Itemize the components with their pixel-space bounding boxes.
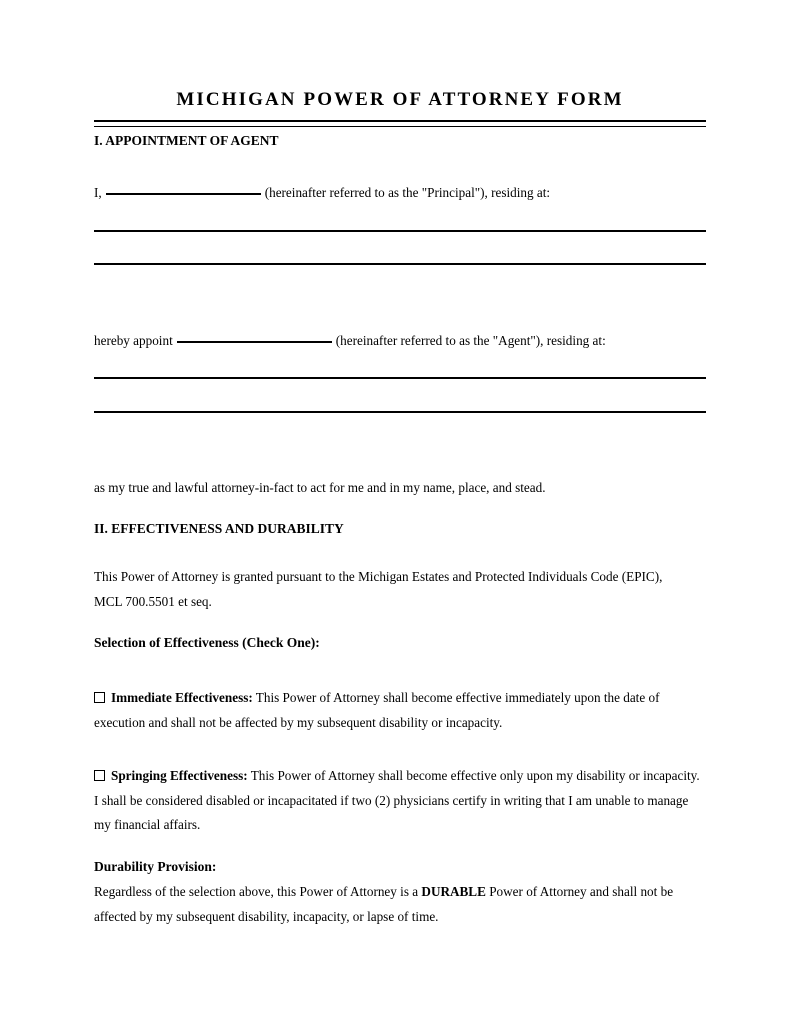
principal-name-blank[interactable] (106, 193, 261, 195)
agent-line-suffix: (hereinafter referred to as the "Agent"), residing at: (335, 333, 606, 348)
address-rule (94, 230, 706, 232)
address-rule (94, 411, 706, 413)
appointment-closing-clause: as my true and lawful attorney-in-fact to act for me and in my name, place, and stead. (94, 480, 546, 495)
agent-address-line-2[interactable] (94, 411, 706, 413)
durability-provision-text (94, 880, 706, 929)
option-springing-effectiveness[interactable] (94, 764, 706, 838)
agent-name-line (94, 329, 706, 354)
durability-text-after: Power of Attorney and shall not be affected by my subsequent disability, incapacity, or lapse of time. (94, 884, 674, 924)
durability-provision-heading: Durability Provision: (94, 859, 217, 874)
agent-line-prefix: hereby appoint (94, 333, 173, 348)
title-divider (94, 120, 706, 127)
address-rule (94, 263, 706, 265)
checkbox-springing-effectiveness[interactable] (94, 770, 105, 781)
durability-text-before: Regardless of the selection above, this Power of Attorney is a (94, 884, 422, 899)
effectiveness-intro-paragraph: This Power of Attorney is granted pursuant to the Michigan Estates and Protected Individuals Code (EPIC), MCL 700.5501 et seq. (94, 569, 663, 609)
option-label-springing: Springing Effectiveness: (111, 768, 248, 783)
page-title: MICHIGAN POWER OF ATTORNEY FORM (176, 89, 624, 110)
agent-name-blank[interactable] (177, 341, 332, 343)
option-text-immediate: This Power of Attorney shall become effective immediately upon the date of execution and shall not be affected by my subsequent disability or incapacity. (94, 690, 660, 730)
principal-line-prefix: I, (94, 185, 102, 200)
document-content (94, 0, 706, 127)
address-rule (94, 377, 706, 379)
selection-of-effectiveness-heading: Selection of Effectiveness (Check One): (94, 635, 320, 650)
principal-line-suffix: (hereinafter referred to as the "Principal"), residing at: (264, 185, 551, 200)
principal-address-line-1[interactable] (94, 230, 706, 232)
agent-address-line-1[interactable] (94, 377, 706, 379)
section-heading-appointment-of-agent: I. APPOINTMENT OF AGENT (94, 133, 279, 148)
checkbox-immediate-effectiveness[interactable] (94, 692, 105, 703)
option-label-immediate: Immediate Effectiveness: (111, 690, 253, 705)
option-immediate-effectiveness[interactable] (94, 686, 706, 735)
option-text-springing: This Power of Attorney shall become effective only upon my disability or incapacity. I shall be considered disabled or incapacitated if two (2) physicians certify in writing that I am unable to manage my financial affairs. (94, 768, 700, 832)
principal-name-line (94, 181, 706, 206)
durability-emphasis: DURABLE (421, 884, 486, 899)
section-heading-effectiveness-and-durability: II. EFFECTIVENESS AND DURABILITY (94, 521, 344, 536)
principal-address-line-2[interactable] (94, 263, 706, 265)
